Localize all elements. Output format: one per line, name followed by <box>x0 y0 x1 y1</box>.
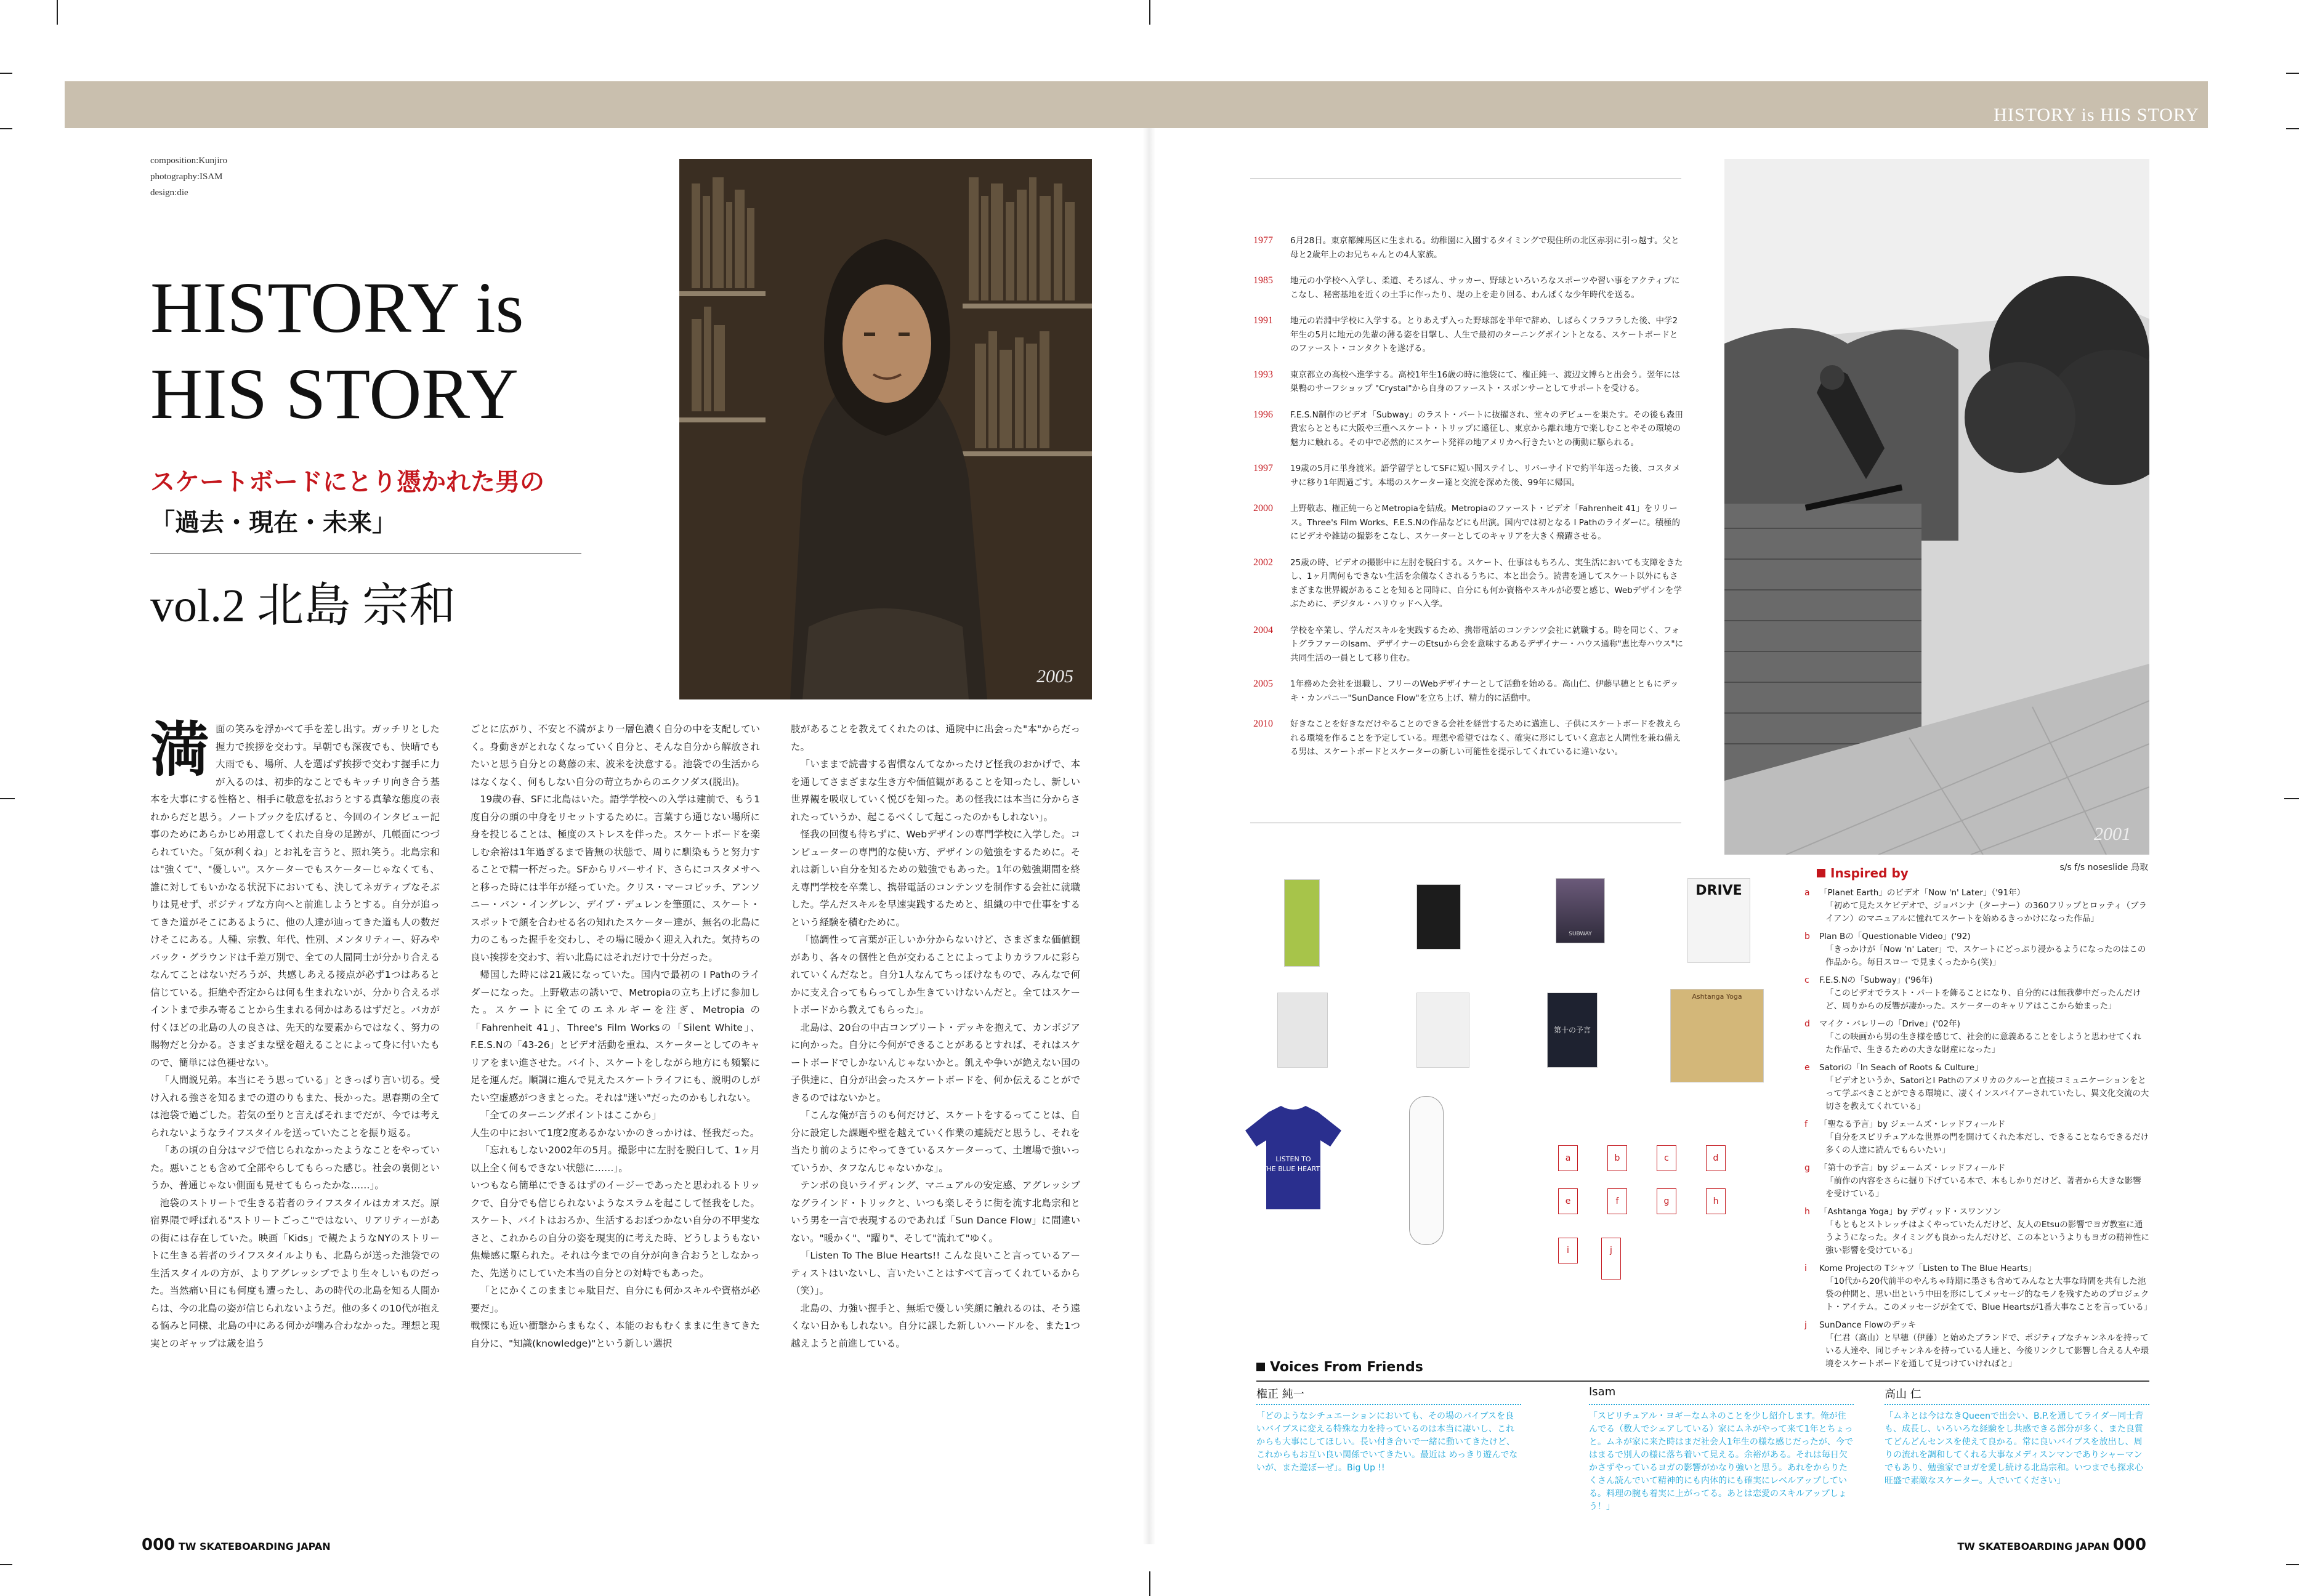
voice-text: 「スピリチュアル・ヨギーなムネのことを少し紹介します。俺が住んでる（数人でシェアしている）家にムネがやって来て1年とちょっと。ムネが家に来た時はまだ社会人1年生の様な感じだったが、今ではまるで別人の様に落ち着いて見える。余裕がある。それは毎日欠かさずやっているヨガの影響がかなり強いと思う。あれをからりたくさん読んでいて精神的にも内体的にも確実にレベルアップしている。料理の腕も着実に上がってる。あとは恋愛のスキルアップしょう！」 <box>1589 1404 1854 1513</box>
crop-mark <box>0 73 12 74</box>
item-title: Satoriの「In Seach of Roots & Culture」 <box>1819 1063 1983 1073</box>
timeline-entry <box>1253 274 1684 302</box>
product-book-f <box>1416 993 1469 1068</box>
timeline <box>1253 234 1684 772</box>
item-text: 「初めて見たスケビデオで、ジョバンナ（ターナー）の360フリップとロッティ（ブライアン）のマニュアルに憧れてスケートを始めるきっかけになった作品」 <box>1825 901 2147 924</box>
product-label-h: h <box>1706 1188 1726 1214</box>
body-paragraph: いつもなら簡単にできるはずのイージーであったと思われるトリックで、自分でも信じられないようなスラムを起こして怪我をした。スケート、バイトはおろか、生活するおぼつかない自分の不甲斐なさと、これからの自分の姿を現実的に考えた時、どうしようもない焦燥感に駆られた。それは今までの自分が向き合おうとしなかった、先送りにしていた本当の自分との対峙でもあった。 <box>471 1180 760 1279</box>
credit-composition: composition:Kunjiro <box>150 156 227 166</box>
item-title: 「聖なる予言」by ジェームズ・レッドフィールド <box>1819 1119 2006 1129</box>
product-book-e <box>1277 993 1328 1068</box>
item-title: Kome Projectの Tシャツ「Listen to The Blue Hearts」 <box>1819 1264 2037 1273</box>
item-title: マイク・バレリーの「Drive」('02年) <box>1819 1019 1960 1029</box>
body-paragraph: 怪我の回復も待ちずに、Webデザインの専門学校に入学した。コンピューターの専門的な使い方、デザインの勉強をするために。それは新しい自分を知るための勉強でもあった。1年の勉強期間を終え専門学校を卒業し、携帯電話のコンテンツを制作する会社に就職した。学んだスキルを早速実践するためと、組織の中で仕事をするという経験を積むために。 <box>791 829 1080 928</box>
timeline-entry <box>1253 408 1684 450</box>
product-label-b: b <box>1607 1145 1627 1171</box>
body-column-2 <box>471 720 760 1352</box>
timeline-entry <box>1253 717 1684 759</box>
item-text: 「ビデオというか、SatoriとI Pathのアメリカのクルーと直接コミュニケーションをとって学ぶべきことができる環境に、凄くインスパイアーされていたし、異文化交流の大切さを教えてくれている」 <box>1825 1076 2149 1111</box>
item-letter: d <box>1804 1019 1810 1029</box>
timeline-text: 6月28日。東京都練馬区に生まれる。幼稚園に入園するタイミングで現住所の北区赤羽に引っ越す。父と母と2歳年上のお兄ちゃんとの4人家族。 <box>1290 236 1679 260</box>
article-subtitle <box>150 462 544 543</box>
title-line-2: HIS STORY <box>150 353 519 434</box>
timeline-text: 上野敬志、権正純一らとMetropiaを結成。Metropiaのファースト・ビデオ「Fahrenheit 41」をリリース。Three's Film Works、F.E.S.Nの作品などにも出演。国内では初となる I Pathのライダーに。積極的にビデオや雑誌の撮影をこなし、スケーターとしてのキャリアを大きく飛躍させる。 <box>1290 504 1681 541</box>
item-letter: g <box>1804 1163 1810 1173</box>
body-paragraph: 「とにかくこのままじゃ駄目だ、自分にも何かスキルや資格が必要だ」。 <box>471 1285 760 1314</box>
heading-marker <box>1817 869 1825 877</box>
crop-mark <box>1149 0 1150 25</box>
voice-name: 権正 純一 <box>1256 1388 1304 1401</box>
item-text: 「きっかけが「Now 'n' Later」で、スケートにどっぷり浸かるようになったのはこの作品から。毎日スロー で見まくったから(笑)」 <box>1825 945 2146 967</box>
voice-text: 「ムネとは今はなきQueenで出会い、B.P.を通してライダー同士背も、成長し、いろいろな経験をし共感できる部分が多く、また良質てどんどんセンスを使えて良かる。常に良いバイブスを放出し、周りの流れを調和してくれる大事なメディスンマンでありシャーマンでもあり、勉強家でヨガを愛し続ける北島宗和。いつまでも探求心旺盛で素敵なスケーター。人でいてください」 <box>1885 1404 2149 1488</box>
timeline-year: 2000 <box>1253 503 1273 514</box>
body-paragraph: 「人間説兄弟。本当にそう思っている」ときっぱり言い切る。受け入れる強さを知るまでの道のりもまた、長かった。思春期の全ては池袋で過ごした。若気の至りと言えばそれまでだが、今では考えられないようなライフスタイルを送っていたことを振り返る。 <box>150 1074 440 1139</box>
timeline-text: 東京都立の高校へ進学する。高校1年生16歳の時に池袋にて、権正純一、渡辺文博らと出会う。翌年には巣鴨のサーフショップ "Crystal"から自身のファースト・スポンサーとしてサポートを受ける。 <box>1290 369 1680 393</box>
product-video-a <box>1284 879 1320 967</box>
timeline-text: F.E.S.N制作のビデオ「Subway」のラスト・パートに抜擢され、堂々のデビューを果たす。その後も森田貴宏らとともに大阪や三重へスケート・トリップに遠征し、東京から離れ地方で楽しむことやその環境の魅力に触れる。その中で必然的にスケート発祥の地アメリカへ行きたいとの衝動に駆られる。 <box>1290 409 1683 448</box>
crop-mark <box>2284 798 2299 799</box>
timeline-text: 1年務めた会社を退職し、フリーのWebデザイナーとして活動を始める。高山仁、伊藤早穂とともにデッキ・カンパニー"SunDance Flow"を立ち上げ、精力的に活動中。 <box>1290 679 1679 703</box>
skate-illustration <box>1724 159 2149 855</box>
product-label-j: j <box>1601 1238 1621 1280</box>
inspired-item <box>1804 1262 2152 1314</box>
body-paragraph: 面の笑みを浮かべて手を差し出す。ガッチリとした握力で挨拶を交わす。早朝でも深夜でも、快晴でも大雨でも、場所、人を選ばず挨拶で交わす握手に力が入るのは、初歩的なことでもキッチリ向き合う基本を大事にする性格と、相手に敬意を払おうとする真摯な態度の表れからだと思う。ノートブックを広げると、今回のインタビュー記事のためにあらかじめ用意してくれた自身の足跡が、几帳面につづられていた。「気が利くね」とお礼を言うと、照れ笑う。北島宗和は"強くて"、"優しい"。スケーターでもスケーターじゃなくても、誰に対してもいかなる状況下においても、決してネガティブなそぶりは見せず、ポジティブな方向へと前進しようとする。自分が追ってきた道がそこにあるように、他の人達が辿ってきた道も人の数だけそこにある。人種、宗教、年代、性別、メンタリティー、好みやバック・グラウンドは千差万別で、全ての人間同士が分かり合えるなんてことはないだろうが、共感しあえる接点が必ず1つはあると信じている。拒絶や否定からは何も生まれないが、分かり合えるポイントまで歩み寄ることから生まれる何かはあるはずだと。バカが付くほどの北島の人の良さは、先天的な要素からではなく、努力の賜物だと分かる。さまざまな壁を超えることによって身に付いたもので、簡単には色褪せない。 <box>150 723 440 1068</box>
item-title: 「Planet Earth」のビデオ「Now 'n' Later」（'91年） <box>1819 888 2026 898</box>
drop-cap: 満 <box>150 717 209 783</box>
item-title: 「Ashtanga Yoga」by デヴィッド・スワンソン <box>1819 1207 2002 1217</box>
product-label-a: a <box>1558 1145 1578 1171</box>
divider <box>150 553 581 554</box>
product-label-g: g <box>1657 1188 1676 1214</box>
timeline-year: 2005 <box>1253 679 1273 689</box>
crop-mark <box>2286 1564 2299 1565</box>
body-paragraph: 戦慄にも近い衝撃からまもなく、本能のおもむくままに生きてきた自分に、"知識(knowledge)"という新しい選択 <box>471 1320 760 1349</box>
product-label-i: i <box>1558 1238 1578 1264</box>
item-letter: b <box>1804 932 1810 941</box>
inspired-item <box>1804 1118 2149 1157</box>
inspired-item <box>1804 1162 2149 1201</box>
body-paragraph: 「Listen To The Blue Hearts!! こんな良いこと言っているアーティストはいないし、言いたいことはすべて言ってくれているから（笑）」。 <box>791 1250 1080 1296</box>
item-letter: i <box>1804 1264 1807 1273</box>
article-title <box>150 265 524 437</box>
product-deck-j <box>1409 1096 1444 1245</box>
body-paragraph: テンポの良いライディング、マニュアルの安定感、アグレッシブなグラインド・トリックと、いつも楽しそうに街を流す北島宗和という男を一言で表現するのであれば「Sun Dance Flow」に間違いない。"暖かく"、"躍り"、そして"流れて"ゆく。 <box>791 1180 1080 1244</box>
page-number: 000 <box>2112 1536 2146 1554</box>
body-column-3 <box>791 720 1080 1352</box>
body-paragraph: 池袋のストリートで生きる若者のライフスタイルはカオスだ。原宿界隈で呼ばれる"ストリートごっこ"ではない、リアリティーがあの街には存在していた。映画「Kids」で観たようなNYのストリートに生きる若者のライフスタイルよりも、北島らが送った池袋での生活スタイルの方が、よりアグレッシブでより生々しいものだった。当然痛い目にも何度も遭ったし、あの時代の北島を知る人間からは、今の北島の姿が信じられないようだ。他の多くの10代が抱える悩みと同様、北島の中にある何かが噛み合わなかった。理想と現実とのギャップは歳を追う <box>150 1197 440 1349</box>
timeline-text: 好きなことを好きなだけやることのできる会社を経営するために邁進し、子供にスケートボードを教えられる環境を作ることを予定している。理想や希望ではなく、確実に形にしていく意志と人間性を兼ね備える男は、スケートボードとスケーターの新しい可能性を提示してくれているに違いない。 <box>1290 719 1681 757</box>
timeline-text: 25歳の時、ビデオの撮影中に左肘を脱臼する。スケート、仕事はもちろん、実生活においても支障をきたし、1ヶ月間何もできない生活を余儀なくされるうちに、本と出会う。読書を通してスケート以外にもさまざまな世界観があることを知ると同時に、自分にも何か資格やスキルが必要と感じ、Webデザインを学ぶために、デジタル・ハリウッドへ入学。 <box>1290 557 1683 609</box>
portrait-year: 2005 <box>1036 666 1073 687</box>
product-dvd-d: DRIVE <box>1687 878 1750 963</box>
folio-right <box>1957 1536 2146 1554</box>
product-video-c: SUBWAY <box>1556 878 1605 943</box>
body-paragraph: 肢があることを教えてくれたのは、通院中に出会った"本"からだった。 <box>791 723 1080 752</box>
item-title: SunDance Flowのデッキ <box>1819 1320 1917 1330</box>
credit-photography: photography:ISAM <box>150 172 223 182</box>
item-text: 「このビデオでラスト・パートを飾ることになり、自分的には無我夢中だったんだけど、周りからの反響が凄かった。スケーターのキャリアはここから始まった」 <box>1825 988 2141 1011</box>
item-text: 「もともとストレッチはよくやっていたんだけど、友人のEtsuの影響でヨガ教室に通うようになった。タイミングも良かったんだけど、この本というよりもヨガの精神性に強い影響を受けている」 <box>1825 1220 2149 1255</box>
timeline-year: 2002 <box>1253 557 1273 568</box>
folio-left <box>142 1536 331 1554</box>
timeline-year: 2004 <box>1253 624 1273 635</box>
item-letter: a <box>1804 888 1810 898</box>
crop-mark <box>2286 73 2299 74</box>
title-line-1: HISTORY is <box>150 267 524 348</box>
timeline-year: 1997 <box>1253 463 1273 474</box>
inspired-item <box>1804 1206 2149 1257</box>
timeline-entry <box>1253 314 1684 356</box>
timeline-entry <box>1253 234 1684 262</box>
crop-mark <box>0 1564 12 1565</box>
voices-rule <box>1256 1380 2149 1382</box>
inspired-item <box>1804 1018 2149 1057</box>
body-paragraph: ごとに広がり、不安と不満がより一層色濃く自分の中を支配していく。身動きがとれなくなっていく自分と、そんな自分から解放されたいと思う自分との葛藤の末、波米を決意する。池袋での生活からはなくなく、何もしない自分の苛立ちからのエクソダス(脱出)。 <box>471 723 760 788</box>
item-title: 「第十の予言」by ジェームズ・レッドフィールド <box>1819 1163 2006 1173</box>
inspired-heading <box>1817 866 1909 881</box>
subtitle-line-2: 「過去・現在・未来」 <box>150 509 397 537</box>
portrait-illustration <box>679 159 1092 699</box>
body-paragraph: 北島は、20台の中古コンプリート・デッキを抱えて、カンボジアに向かった。自分に今何ができることがあるとすれば、それはスケートボードでしかないんじゃないかと。飢えや争いが絶えない国の子供達に、自分が出会ったスケートボードを、何か伝えることができるのではないかと。 <box>791 1022 1080 1103</box>
inspired-heading-text: Inspired by <box>1830 866 1909 881</box>
magazine-name: TW SKATEBOARDING JAPAN <box>1957 1541 2110 1552</box>
crop-mark <box>1149 1571 1150 1596</box>
timeline-text: 地元の小学校へ入学し、柔道、そろばん、サッカー、野球といろいろなスポーツや習い事をアクティブにこなし、秘密基地を近くの土手に作ったり、堤の上を走り回る、わんぱくな少年時代を送る。 <box>1290 276 1680 300</box>
product-label-f: f <box>1607 1188 1627 1214</box>
crop-mark <box>57 0 58 25</box>
timeline-year: 1977 <box>1253 235 1273 246</box>
body-paragraph: 19歳の春、SFに北島はいた。語学学校への入学は建前で、もう1度自分の頭の中身をリセットするために。言葉すら通じない場所に身を投じることは、極度のストレスを伴った。スケートボードを楽しむ余裕は1年過ぎるまで皆無の状態で、周りに馴染もうと努力することで精一杯だった。SFからリバーサイド、さらにコスタメサへと移った時には半年が経っていた。クリス・マーコビッチ、アンソニー・バン・イングレン、デイブ・デュレンを筆頭に、スケート・スポットで顔を合わせる名の知れたスケーター達が、無名の北島に力のこもった握手を交わし、その場に暖かく迎え入れた。気持ちの良い挨拶を交わす、若い北島にはそれだけで十分だった。 <box>471 794 760 963</box>
item-letter: j <box>1804 1320 1807 1330</box>
inspired-item <box>1804 887 2149 925</box>
body-paragraph: 「あの頃の自分はマジで信じられなかったようなことをやっていた。悪いことも含めて全部やらしてもらった感じ。社会の裏側というか、普通じゃない側面も見せてもらったかな……」。 <box>150 1145 440 1191</box>
item-letter: c <box>1804 975 1809 985</box>
subtitle-line-1: スケートボードにとり憑かれた男の <box>150 468 544 496</box>
timeline-text: 学校を卒業し、学んだスキルを実践するため、携帯電話のコンテンツ会社に就職する。時を同じく、フォトグラファーのIsam、デザイナーのEtsuから会を意味するあるデザイナー・ハウス通称"恵比寿ハウス"に共同生活の一員として移り住む。 <box>1290 625 1684 663</box>
page-gutter <box>1143 128 1155 1544</box>
timeline-entry <box>1253 556 1684 611</box>
item-letter: f <box>1804 1119 1808 1129</box>
inspired-list <box>1804 887 2152 1376</box>
body-paragraph: 「いままで読書する習慣なんてなかったけど怪我のおかげで、本を通してさまざまな生き方や価値観があることを知ったし、新しい世界観を吸収していく悦びを知った。あの怪我には本当に分からされたっていうか、起こるべくして起こったのかもしれない」。 <box>791 759 1080 823</box>
timeline-year: 1991 <box>1253 315 1273 326</box>
timeline-entry <box>1253 677 1684 705</box>
credit-design: design:die <box>150 188 188 198</box>
tshirt-print: LISTEN TO <box>1275 1155 1311 1163</box>
skate-photo <box>1724 159 2149 855</box>
item-text: 「前作の内容をさらに掘り下げている本で、本もしかりだけど、著者から大きな影響を受けている」 <box>1825 1176 2141 1199</box>
item-text: 「仁君（高山）と早穂（伊藤）と始めたブランドで、ポジティブなチャンネルを持っている人達や、同じチャンネルを持っている人達と、今後リンクして影響し合える人や環境をスケートボードを通して見つけていければと」 <box>1825 1333 2149 1369</box>
timeline-year: 1993 <box>1253 369 1273 380</box>
page-number: 000 <box>142 1536 176 1554</box>
item-title: F.E.S.Nの「Subway」('96年) <box>1819 975 1933 985</box>
product-label-d: d <box>1706 1145 1726 1171</box>
voice-name: 高山 仁 <box>1885 1388 1921 1401</box>
body-paragraph: 「協調性って言葉が正しいか分からないけど、さまざまな価値観があり、各々の個性と色が交わることによってよりカラフルに彩られていくんだなと。自分1人なんてちっぽけなもので、みんなで何かに支え合ってもらってしか生きていけないんだと。全てはスケートボードから教えてもらった」。 <box>791 934 1080 1015</box>
header-band <box>65 81 2208 128</box>
timeline-entry <box>1253 462 1684 490</box>
inspired-item <box>1804 1062 2149 1113</box>
item-text: 「自分をスピリチュアルな世界の門を開けてくれた本だし、できることならできるだけ多くの人達に読んでもらいたい」 <box>1825 1132 2149 1155</box>
timeline-year: 1996 <box>1253 409 1273 420</box>
tshirt-print: THE BLUE HEARTS <box>1262 1165 1325 1173</box>
product-video-b <box>1416 884 1461 949</box>
photo-caption: s/s f/s noseslide 鳥取 <box>2059 863 2148 873</box>
timeline-text: 地元の岩淵中学校に入学する。とりあえず入った野球部を半年で辞め、しばらくフラフラした後、中学2年生の5月に地元の先輩の薄る姿を目撃し、人生で最初のターニングポイントとなる、スケートボードとのファースト・コンタクトを遂げる。 <box>1290 316 1678 353</box>
heading-marker <box>1256 1363 1265 1371</box>
portrait-photo <box>679 159 1092 699</box>
timeline-year: 1985 <box>1253 275 1273 286</box>
crop-mark <box>0 798 15 799</box>
crop-mark <box>2286 128 2299 129</box>
skate-year: 2001 <box>2094 824 2131 844</box>
timeline-text: 19歳の5月に単身渡米。語学留学としてSFに短い間ステイし、リバーサイドで約半年送った後、コスタメサに移り1年間過ごす。本場のスケーター達と交流を深めた後、99年に帰国。 <box>1290 464 1681 488</box>
inspired-item <box>1804 930 2149 969</box>
magazine-name: TW SKATEBOARDING JAPAN <box>178 1541 331 1552</box>
body-paragraph: 帰国した時には21歳になっていた。国内で最初の I Pathのライダーになった。上野敬志の誘いで、Metropiaの立ち上げに参加した。スケートに全てのエネルギーを注ぎ、Metropia の「Fahrenheit 41」、Three's Film Worksの「Silent White」、F.E.S.Nの「43-26」とビデオ活動を重ね、スケーターとしてのキャリアをまい進させた。バイト、スケートをしながら地方にも頻繁に足を運んだ。順調に進んで見えたスケートライフにも、説明のしがたい空虚感がつきまとった。それは"迷い"だったのかもしれない。 <box>471 969 760 1103</box>
tshirt-icon <box>1244 1106 1343 1211</box>
item-letter: e <box>1804 1063 1810 1073</box>
voices-heading <box>1256 1360 1423 1375</box>
body-paragraph: 「こんな俺が言うのも何だけど、スケートをするってことは、自分に設定した課題や壁を越えていく作業の連続だと思うし、それを当たり前のようにやってきているスケーターって、土壇場で強いっていうか、タフなんじゃないかな」。 <box>791 1110 1080 1174</box>
inspired-item <box>1804 1319 2149 1371</box>
item-text: 「10代から20代前半のやんちゃ時期に墨さも含めてみんなと大事な時間を共有した池袋の仲間と、思い出という中田を形にしてメッセージ的なモノを残すためのプロジェクト・アイテム。このメッセージが全てで、Blue Heartsが1番大事なことを言っている」 <box>1825 1276 2152 1312</box>
item-letter: h <box>1804 1207 1810 1217</box>
crop-mark <box>0 128 12 129</box>
credits <box>150 153 227 201</box>
product-label-c: c <box>1657 1145 1676 1171</box>
voice-text: 「どのようなシチュエーションにおいても、その場のバイブスを良いバイブスに変える特殊な力を持っているのは本当に凄いし、これからも大事にしてほしい。長い付き合いで一緒に動いてきたけど、これからもお互い良い関係でいてきたい。最近は めっきり遊んでないが、また遊ぼーぜ」。Big Up !! <box>1256 1404 1521 1475</box>
product-book-g: 第十の予言 <box>1547 993 1598 1068</box>
inspired-item <box>1804 974 2149 1013</box>
body-paragraph: 「忘れもしない2002年の5月。撮影中に左肘を脱臼して、1ヶ月以上全く何もできない状態に……」。 <box>471 1145 760 1174</box>
item-title: Plan Bの「Questionable Video」('92) <box>1819 932 1971 941</box>
voice-name: Isam <box>1589 1385 1616 1398</box>
voices-heading-text: Voices From Friends <box>1270 1360 1423 1375</box>
running-title: HISTORY is HIS STORY <box>1994 105 2199 125</box>
volume-heading: vol.2 北島 宗和 <box>150 580 456 632</box>
body-paragraph: 北島の、力強い握手と、無垢で優しい笑顔に触れるのは、そう遠くない日かもしれない。自分に課した新しいハードルを、また1つ越えようと前進している。 <box>791 1302 1080 1349</box>
timeline-entry <box>1253 368 1684 396</box>
timeline-entry <box>1253 624 1684 666</box>
product-book-h: Ashtanga Yoga <box>1670 989 1764 1082</box>
body-column-1 <box>150 717 440 1352</box>
product-label-e: e <box>1558 1188 1578 1214</box>
timeline-entry <box>1253 502 1684 544</box>
body-paragraph: 人生の中において1度2度あるかないかのきっかけは、怪我だった。 <box>471 1127 760 1139</box>
item-text: 「この映画から男の生き様を感じて、社会的に意義あることをしようと思わせてくれた作品で、生きるための大きな財産になった」 <box>1825 1032 2141 1055</box>
product-tshirt-i <box>1244 1106 1343 1211</box>
timeline-year: 2010 <box>1253 719 1273 729</box>
body-paragraph: 「全てのターニングポイントはここから」 <box>480 1110 661 1121</box>
